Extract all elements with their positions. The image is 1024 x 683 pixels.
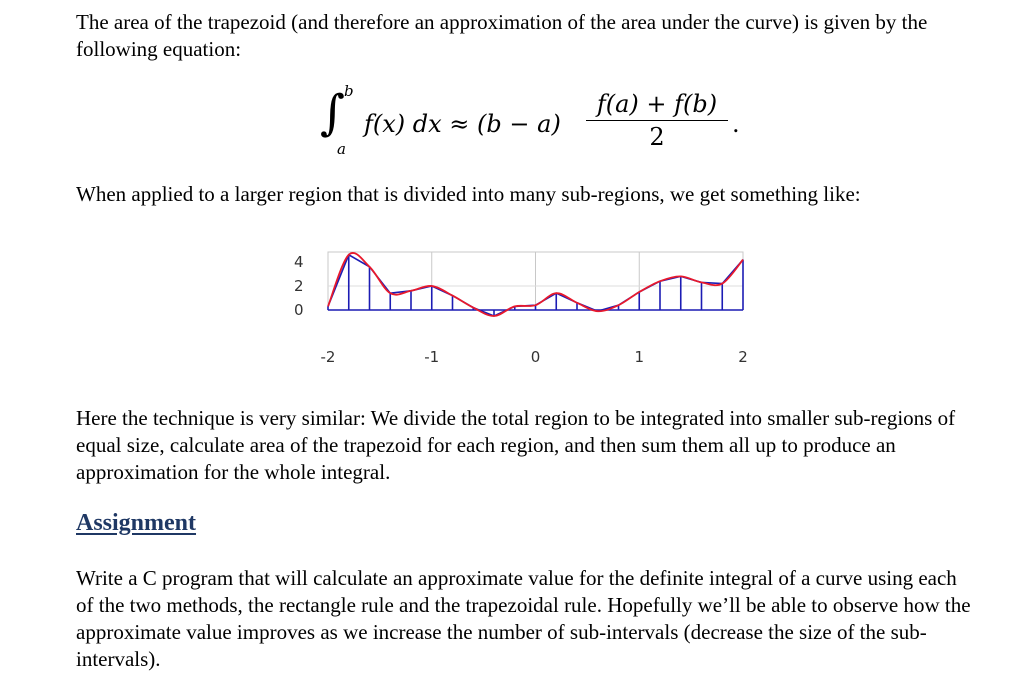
subregion-paragraph: When applied to a larger region that is divided into many sub-regions, we get something like: [76, 182, 861, 206]
intro-paragraph: The area of the trapezoid (and therefore an approximation of the area under the curve) is given by the following equation: [76, 10, 928, 61]
lower-limit: a [337, 140, 346, 158]
fraction-numerator: f(a) + f(b) [586, 90, 728, 121]
assignment-heading: Assignment [76, 510, 197, 536]
y-tick-label: 2 [294, 277, 304, 295]
integral-sign-icon: ∫ [320, 85, 346, 141]
assignment-paragraph: Write a C program that will calculate an approximate value for the definite integral of a curve using each of the two methods, the rectangle rule and the trapezoidal rule. Hopefully we’ll be able to observe how the approximate value improves as we increase the number of sub-intervals (decrease the size of the sub-intervals). [76, 566, 971, 671]
x-tick-label: 1 [634, 348, 645, 366]
x-tick-label: 2 [738, 348, 748, 366]
formula-period: . [732, 110, 740, 138]
x-tick-label: -2 [320, 348, 336, 366]
technique-paragraph: Here the technique is very similar: We divide the total region to be integrated into smaller sub-regions of equal size, calculate area of the trapezoid for each region, and then sum them all up to produce an approximation for the whole integral. [76, 406, 956, 484]
y-tick-label: 0 [294, 301, 304, 319]
x-tick-label: -1 [424, 348, 440, 366]
formula-left-side: f(x) dx ≈ (b − a) [364, 110, 561, 138]
fraction-denominator: 2 [649, 123, 665, 151]
x-tick-label: 0 [530, 348, 541, 366]
y-tick-label: 4 [294, 253, 304, 271]
upper-limit: b [344, 82, 354, 100]
